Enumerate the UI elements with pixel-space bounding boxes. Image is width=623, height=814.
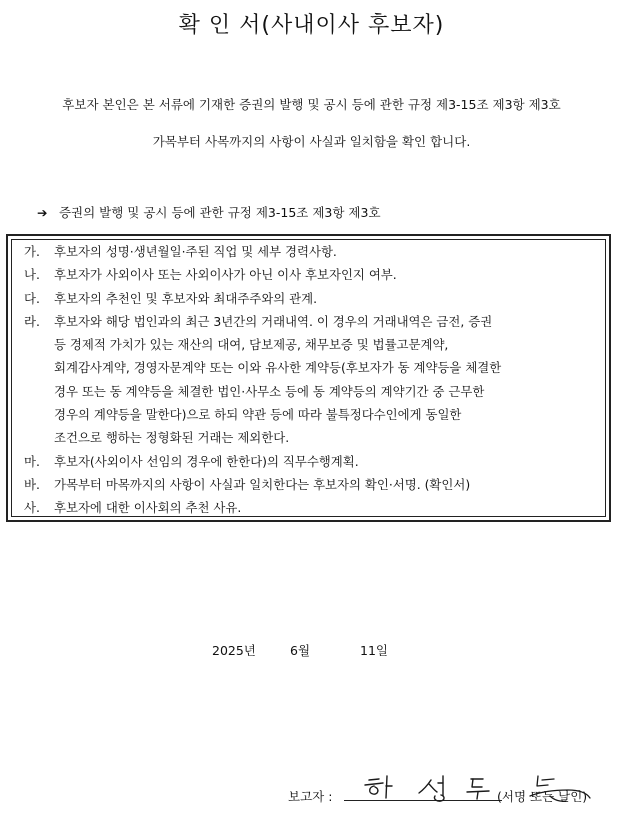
list-item-marker: 사. [24,500,40,516]
document-date [212,641,388,659]
requirements-list [24,240,595,520]
list-item-text [54,240,595,263]
list-item-line: 후보자와 해당 법인과의 최근 3년간의 거래내역. 이 경우의 거래내역은 금전, 증권 [54,313,493,329]
list-item-line: 가목부터 마목까지의 사항이 사실과 일치한다는 후보자의 확인·서명. (확인서) [54,476,471,492]
date-year: 2025년 [212,643,256,658]
intro-line-2: 가목부터 사목까지의 사항이 사실과 일치함을 확인 합니다. [152,134,471,149]
list-item [24,310,595,450]
seal-note: (서명 또는 날인) [497,789,588,804]
list-item [24,473,595,496]
list-item-line: 후보자의 추천인 및 후보자와 최대주주와의 관계. [54,290,318,306]
list-item [24,287,595,310]
list-item-line: 후보자의 성명·생년월일·주된 직업 및 세부 경력사항. [54,244,337,259]
list-item-line: 후보자가 사외이사 또는 사외이사가 아닌 이사 후보자인지 여부. [54,267,397,283]
requirements-box [6,234,611,522]
intro-line-1: 후보자 본인은 본 서류에 기재한 증권의 발행 및 공시 등에 관한 규정 제3-15조 제3항 제3호 [62,97,561,112]
list-item [24,496,595,519]
list-item-line: 경우 또는 동 계약등을 체결한 법인·사무소 등에 동 계약등의 계약기간 중 근무한 [54,383,485,399]
list-item [24,263,595,286]
document-title: 확 인 서(사내이사 후보자) [178,13,445,38]
list-item-marker: 라. [24,313,40,329]
list-item-line: 후보자에 대한 이사회의 추천 사유. [54,500,242,516]
list-item-marker: 가. [24,244,40,259]
list-item-text [54,263,595,286]
list-item-marker: 바. [24,476,40,492]
arrow-right-icon: ➔ [37,205,48,220]
list-item-text [54,496,595,519]
regulation-reference [37,203,381,221]
date-day: 11일 [360,643,388,658]
list-item-text [54,287,595,310]
list-item [24,450,595,473]
list-item-marker: 다. [24,290,40,306]
list-item-text [54,473,595,496]
list-item-line: 경우의 계약등을 말한다)으로 하되 약관 등에 따라 불특정다수인에게 동일한 [54,407,462,423]
list-item-text [54,450,595,473]
list-item [24,240,595,263]
list-item-line: 회계감사계약, 경영자문계약 또는 이와 유사한 계약등(후보자가 동 계약등을 체결한 [54,360,502,376]
regulation-reference-text: 증권의 발행 및 공시 등에 관한 규정 제3-15조 제3항 제3호 [58,205,381,220]
list-item-line: 후보자(사외이사 선임의 경우에 한한다)의 직무수행계획. [54,453,359,469]
list-item-marker: 마. [24,453,40,469]
list-item-marker: 나. [24,267,40,283]
list-item-line: 조건으로 행하는 정형화된 거래는 제외한다. [54,430,290,446]
date-month: 6월 [290,643,311,658]
list-item-line: 등 경제적 가치가 있는 재산의 대여, 담보제공, 채무보증 및 법률고문계약, [54,337,449,353]
list-item-text [54,310,595,450]
handwritten-signature [355,768,515,808]
reporter-label: 보고자 : [288,789,333,804]
seal-stroke-mark [520,772,600,812]
